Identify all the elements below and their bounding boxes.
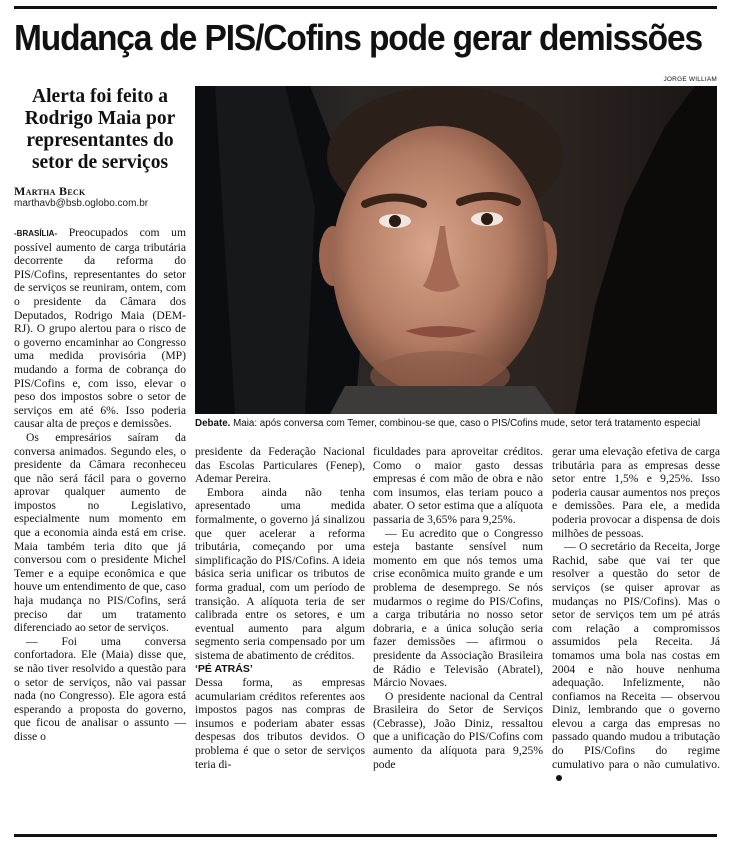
caption-text: Maia: após conversa com Temer, combinou-se que, caso o PIS/Cofins mude, setor terá tratamento especial [230, 418, 701, 429]
subhead: Alerta foi feito a Rodrigo Maia por representantes do setor de serviços [24, 86, 176, 173]
paragraph: presidente da Federação Nacional das Escolas Particulares (Fenep), Ademar Pereira. [195, 445, 365, 486]
author-name: Martha Beck [14, 184, 86, 198]
paragraph: Dessa forma, as empresas acumulariam créditos referentes aos impostos pagos nas compras de insumos e poderiam abater essas despesas dos tributos devidos. O problema é que o setor de serviços teria di- [195, 676, 365, 771]
headline: Mudança de PIS/Cofins pode gerar demissões [14, 17, 703, 58]
paragraph: -BRASÍLIA- Preocupados com um possível aumento de carga tributária decorrente da reforma do PIS/Cofins, representantes do setor de serviços se reuniram, ontem, com o presidente da Câmara dos Deputados, Rodrigo Maia (DEM-RJ). O grupo alertou para o risco de o governo encaminhar ao Congresso uma medida provisória (MP) mudando a forma de cobrança do PIS/Cofins e, com isso, elevar o peso dos impostos sobre o setor de serviços em até 6%. Isso poderia causar alta de preços e demissões. [14, 226, 186, 431]
photo-credit: JORGE WILLIAM [663, 76, 717, 83]
author-email: marthavb@bsb.oglobo.com.br [14, 198, 149, 209]
article-column-4 [552, 445, 720, 785]
photo-caption [195, 418, 720, 429]
news-photo [195, 86, 717, 414]
caption-label: Debate. [195, 418, 231, 429]
article-column-2 [195, 445, 365, 771]
paragraph: — Eu acredito que o Congresso esteja bastante sensível num momento em que nós temos uma crise econômica muito grande e um problema de desemprego. Se nós mudarmos o regime do PIS/Cofins, a carga tributária no nosso setor dobraria, e a única solução seria fazer demissões — afirmou o presidente da Associação Brasileira de Rádio e Televisão (Abratel), Márcio Novaes. [373, 526, 543, 690]
dateline: -BRASÍLIA- [14, 229, 58, 238]
paragraph: — O secretário da Receita, Jorge Rachid, sabe que vai ter que resolver a questão do setor de serviços (se quiser aprovar as mudanças no PIS/Cofins). Mas o setor de serviços tem um pé atrás com relação a compromissos assumidos pela Receita. Já tomamos uma bola nas costas em 2004 e não houve nenhuma adequação. Infelizmente, não confiamos na Receita — observou Diniz, lembrando que o governo elevou a carga das empresas no passado quando mudou a tributação do PIS/Cofins do regime cumulativo para o não cumulativo. [552, 540, 720, 785]
paragraph: gerar uma elevação efetiva de carga tributária para as empresas desse setor entre 1,5% e 9,25%. Isso poderia causar aumentos nos preços e demissões. Para ele, a medida poderia provocar a dispensa de dois milhões de pessoas. [552, 445, 720, 540]
paragraph: O presidente nacional da Central Brasileira do Setor de Serviços (Cebrasse), João Diniz, ressaltou que a unificação do PIS/Cofins com aumento da alíquota para 9,25% pode [373, 689, 543, 771]
top-rule [14, 6, 717, 9]
bottom-rule [14, 834, 717, 837]
end-mark-icon [556, 775, 562, 781]
section-subtitle: ‘PÉ ATRÁS’ [195, 662, 253, 675]
article-column-3 [373, 445, 543, 771]
paragraph: — Foi uma conversa confortadora. Ele (Maia) disse que, se não tiver resolvido a questão para o setor de serviços, não vai passar nada (no Congresso). Ele agora está esperando a proposta do governo, que ficou de analisar o assunto — disse o [14, 634, 186, 743]
article-column-1 [14, 226, 186, 744]
portrait-illustration [195, 86, 717, 414]
paragraph: Embora ainda não tenha apresentado uma medida formalmente, o governo já sinalizou que quer acelerar a reforma tributária, começando por uma simplificação do PIS/Cofins. A ideia básica seria unificar os tributos de forma gradual, com um período de transição. A alíquota teria de ser calibrada entre os setores, e um eventual aumento para algum segmento seria compensado por um sistema de abatimento de créditos. [195, 485, 365, 662]
paragraph: Os empresários saíram da conversa animados. Segundo eles, o presidente da Câmara reconheceu que não será fácil para o governo aprovar qualquer aumento de impostos no Legislativo, especialmente num momento em que a economia ainda está em crise. Maia também teria dito que já conversou com o presidente Michel Temer e a equipe econômica e que houve um entendimento de que, caso haja mudança no PIS/Cofins, será preciso dar um tratamento diferenciado ao setor de serviços. [14, 430, 186, 635]
paragraph: ficuldades para aproveitar créditos. Como o maior gasto dessas empresas é com mão de obra e não com insumos, elas teriam pouco a abater. O setor estima que a alíquota passaria de 3,65% para 9,25%. [373, 445, 543, 526]
